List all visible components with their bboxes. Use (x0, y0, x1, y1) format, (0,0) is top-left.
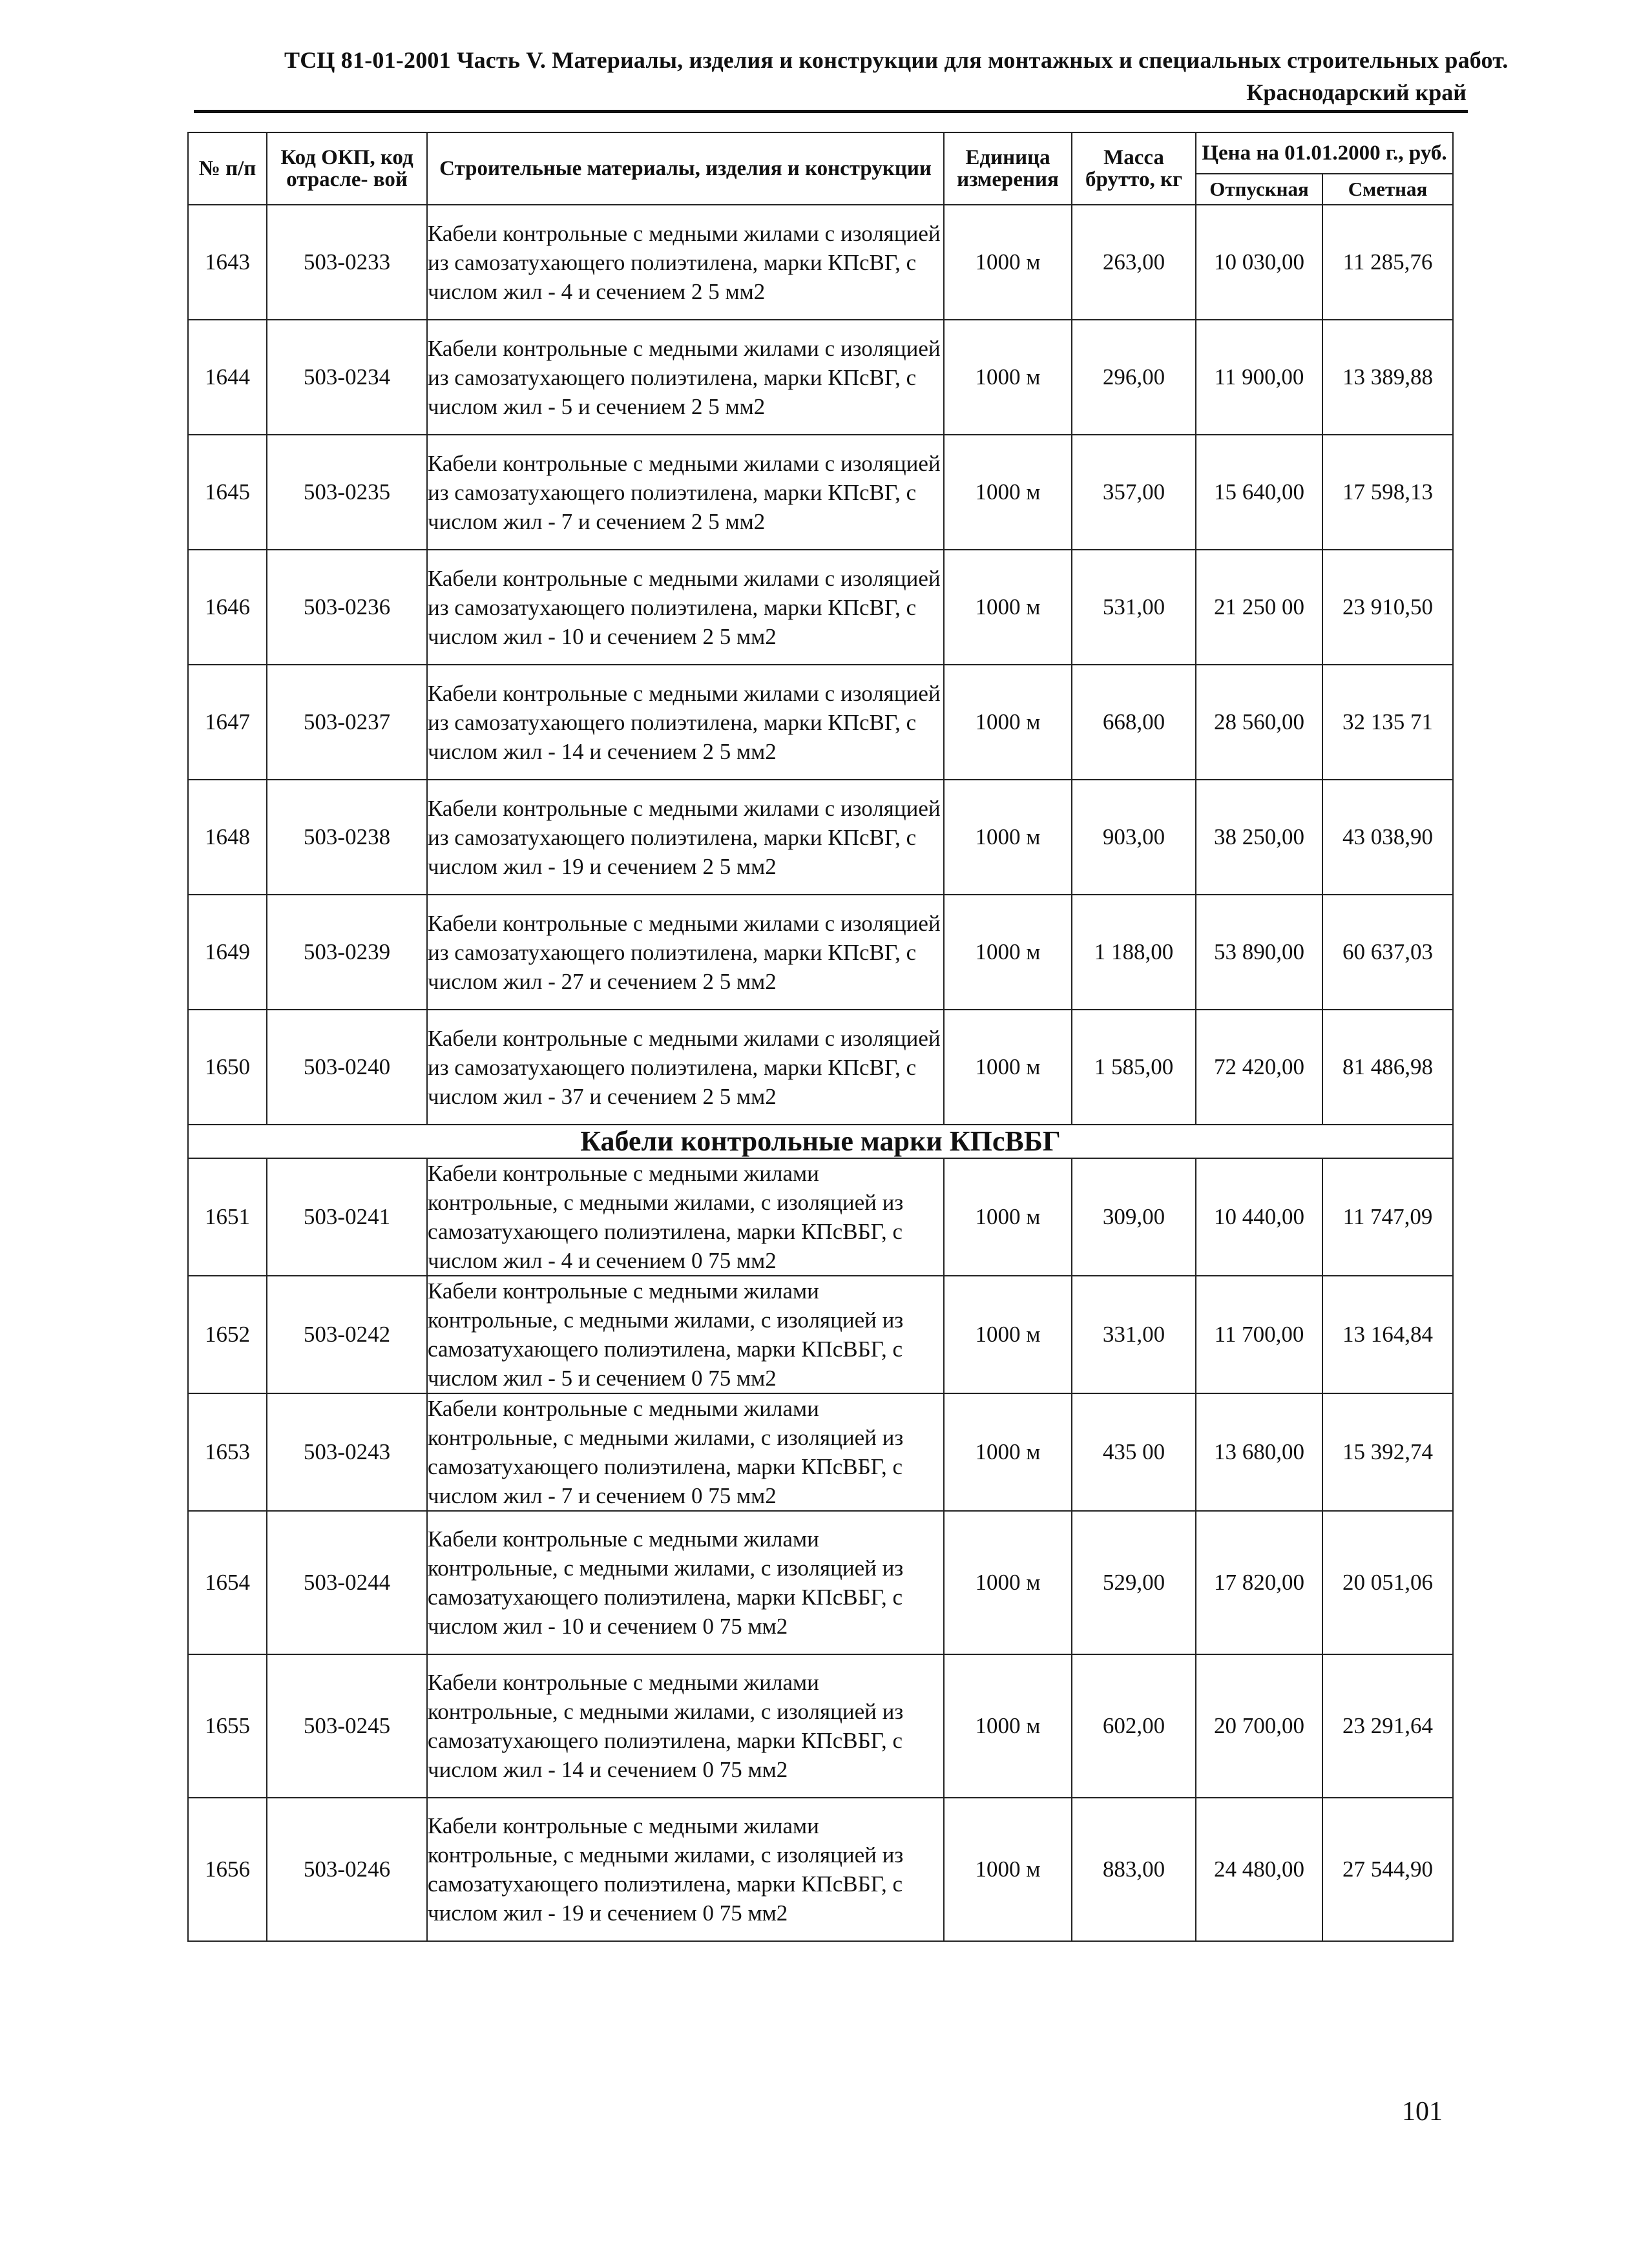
col-header-unit: Единица измерения (944, 132, 1072, 205)
table-row (188, 205, 1453, 320)
cell-num: 1650 (188, 1010, 267, 1125)
cell-num: 1655 (188, 1654, 267, 1798)
cell-price-estimate: 27 544,90 (1322, 1798, 1453, 1941)
page-number: 101 (1402, 2097, 1443, 2127)
cell-unit: 1000 м (944, 205, 1072, 320)
cell-price-sale: 38 250,00 (1196, 780, 1322, 895)
col-header-code: Код ОКП, код отрасле- вой (267, 132, 427, 205)
region-label: Краснодарский край (1246, 79, 1467, 105)
cell-mass: 331,00 (1072, 1276, 1196, 1393)
table-row (188, 1393, 1453, 1511)
table-row (188, 320, 1453, 435)
col-header-name: Строительные материалы, изделия и конструкции (427, 132, 944, 205)
cell-desc: Кабели контрольные с медными жилами контрольные, с медными жилами, с изоляцией из самозатухающего полиэтилена, марки КПсВБГ, с числом жил - 5 и сечением 0 75 мм2 (427, 1276, 944, 1393)
table-row (188, 1158, 1453, 1276)
document-title: ТСЦ 81-01-2001 Часть V. Материалы, изделия и конструкции для монтажных и специальных строительных работ. (284, 47, 1509, 73)
cell-num: 1648 (188, 780, 267, 895)
cell-code: 503-0233 (267, 205, 427, 320)
cell-code: 503-0238 (267, 780, 427, 895)
price-table (187, 132, 1454, 1942)
cell-code: 503-0245 (267, 1654, 427, 1798)
cell-price-estimate: 23 910,50 (1322, 550, 1453, 665)
cell-price-sale: 13 680,00 (1196, 1393, 1322, 1511)
cell-desc: Кабели контрольные с медными жилами контрольные, с медными жилами, с изоляцией из самозатухающего полиэтилена, марки КПсВБГ, с числом жил - 10 и сечением 0 75 мм2 (427, 1511, 944, 1654)
cell-code: 503-0246 (267, 1798, 427, 1941)
cell-price-sale: 17 820,00 (1196, 1511, 1322, 1654)
cell-unit: 1000 м (944, 1158, 1072, 1276)
cell-num: 1649 (188, 895, 267, 1010)
cell-code: 503-0242 (267, 1276, 427, 1393)
table-row (188, 1654, 1453, 1798)
cell-unit: 1000 м (944, 550, 1072, 665)
table-row (188, 1511, 1453, 1654)
cell-num: 1644 (188, 320, 267, 435)
cell-desc: Кабели контрольные с медными жилами с изоляцией из самозатухающего полиэтилена, марки КПсВГ, с числом жил - 14 и сечением 2 5 мм2 (427, 665, 944, 780)
cell-mass: 883,00 (1072, 1798, 1196, 1941)
cell-price-estimate: 13 164,84 (1322, 1276, 1453, 1393)
cell-unit: 1000 м (944, 665, 1072, 780)
cell-price-sale: 28 560,00 (1196, 665, 1322, 780)
cell-price-estimate: 15 392,74 (1322, 1393, 1453, 1511)
cell-price-sale: 11 900,00 (1196, 320, 1322, 435)
cell-price-sale: 11 700,00 (1196, 1276, 1322, 1393)
col-header-price-group: Цена на 01.01.2000 г., руб. (1196, 132, 1453, 174)
cell-num: 1654 (188, 1511, 267, 1654)
cell-price-estimate: 60 637,03 (1322, 895, 1453, 1010)
table-row (188, 1276, 1453, 1393)
cell-desc: Кабели контрольные с медными жилами с изоляцией из самозатухающего полиэтилена, марки КПсВГ, с числом жил - 19 и сечением 2 5 мм2 (427, 780, 944, 895)
cell-unit: 1000 м (944, 1511, 1072, 1654)
cell-code: 503-0243 (267, 1393, 427, 1511)
cell-price-estimate: 13 389,88 (1322, 320, 1453, 435)
col-header-num: № п/п (188, 132, 267, 205)
cell-unit: 1000 м (944, 435, 1072, 550)
cell-num: 1645 (188, 435, 267, 550)
cell-num: 1646 (188, 550, 267, 665)
cell-mass: 529,00 (1072, 1511, 1196, 1654)
cell-code: 503-0234 (267, 320, 427, 435)
cell-desc: Кабели контрольные с медными жилами с изоляцией из самозатухающего полиэтилена, марки КПсВГ, с числом жил - 7 и сечением 2 5 мм2 (427, 435, 944, 550)
cell-unit: 1000 м (944, 1393, 1072, 1511)
cell-price-sale: 24 480,00 (1196, 1798, 1322, 1941)
cell-price-estimate: 23 291,64 (1322, 1654, 1453, 1798)
cell-desc: Кабели контрольные с медными жилами контрольные, с медными жилами, с изоляцией из самозатухающего полиэтилена, марки КПсВБГ, с числом жил - 19 и сечением 0 75 мм2 (427, 1798, 944, 1941)
cell-mass: 357,00 (1072, 435, 1196, 550)
cell-mass: 263,00 (1072, 205, 1196, 320)
cell-price-sale: 53 890,00 (1196, 895, 1322, 1010)
table-row (188, 1010, 1453, 1125)
cell-desc: Кабели контрольные с медными жилами с изоляцией из самозатухающего полиэтилена, марки КПсВГ, с числом жил - 27 и сечением 2 5 мм2 (427, 895, 944, 1010)
table-row (188, 780, 1453, 895)
cell-price-sale: 15 640,00 (1196, 435, 1322, 550)
section-title: Кабели контрольные марки КПсВБГ (188, 1125, 1453, 1158)
cell-num: 1643 (188, 205, 267, 320)
cell-mass: 309,00 (1072, 1158, 1196, 1276)
table-row (188, 435, 1453, 550)
cell-num: 1656 (188, 1798, 267, 1941)
cell-desc: Кабели контрольные с медными жилами контрольные, с медными жилами, с изоляцией из самозатухающего полиэтилена, марки КПсВБГ, с числом жил - 4 и сечением 0 75 мм2 (427, 1158, 944, 1276)
cell-code: 503-0240 (267, 1010, 427, 1125)
cell-code: 503-0244 (267, 1511, 427, 1654)
cell-price-sale: 10 440,00 (1196, 1158, 1322, 1276)
cell-price-estimate: 32 135 71 (1322, 665, 1453, 780)
cell-mass: 1 585,00 (1072, 1010, 1196, 1125)
cell-mass: 602,00 (1072, 1654, 1196, 1798)
cell-desc: Кабели контрольные с медными жилами контрольные, с медными жилами, с изоляцией из самозатухающего полиэтилена, марки КПсВБГ, с числом жил - 14 и сечением 0 75 мм2 (427, 1654, 944, 1798)
cell-num: 1647 (188, 665, 267, 780)
cell-code: 503-0241 (267, 1158, 427, 1276)
cell-mass: 668,00 (1072, 665, 1196, 780)
table-row (188, 1798, 1453, 1941)
cell-num: 1652 (188, 1276, 267, 1393)
cell-unit: 1000 м (944, 1276, 1072, 1393)
cell-mass: 903,00 (1072, 780, 1196, 895)
header-divider (194, 110, 1468, 113)
cell-desc: Кабели контрольные с медными жилами контрольные, с медными жилами, с изоляцией из самозатухающего полиэтилена, марки КПсВБГ, с числом жил - 7 и сечением 0 75 мм2 (427, 1393, 944, 1511)
cell-code: 503-0235 (267, 435, 427, 550)
cell-unit: 1000 м (944, 895, 1072, 1010)
cell-unit: 1000 м (944, 1654, 1072, 1798)
cell-code: 503-0236 (267, 550, 427, 665)
table-row (188, 550, 1453, 665)
cell-mass: 1 188,00 (1072, 895, 1196, 1010)
cell-desc: Кабели контрольные с медными жилами с изоляцией из самозатухающего полиэтилена, марки КПсВГ, с числом жил - 37 и сечением 2 5 мм2 (427, 1010, 944, 1125)
cell-price-estimate: 11 747,09 (1322, 1158, 1453, 1276)
table-row (188, 895, 1453, 1010)
cell-price-sale: 21 250 00 (1196, 550, 1322, 665)
cell-code: 503-0239 (267, 895, 427, 1010)
cell-price-sale: 72 420,00 (1196, 1010, 1322, 1125)
cell-desc: Кабели контрольные с медными жилами с изоляцией из самозатухающего полиэтилена, марки КПсВГ, с числом жил - 10 и сечением 2 5 мм2 (427, 550, 944, 665)
cell-price-estimate: 11 285,76 (1322, 205, 1453, 320)
cell-price-estimate: 81 486,98 (1322, 1010, 1453, 1125)
cell-mass: 296,00 (1072, 320, 1196, 435)
cell-desc: Кабели контрольные с медными жилами с изоляцией из самозатухающего полиэтилена, марки КПсВГ, с числом жил - 4 и сечением 2 5 мм2 (427, 205, 944, 320)
cell-price-estimate: 17 598,13 (1322, 435, 1453, 550)
cell-price-sale: 20 700,00 (1196, 1654, 1322, 1798)
col-header-price-sale: Отпускная (1196, 174, 1322, 205)
cell-code: 503-0237 (267, 665, 427, 780)
cell-unit: 1000 м (944, 1798, 1072, 1941)
cell-mass: 531,00 (1072, 550, 1196, 665)
col-header-mass: Масса брутто, кг (1072, 132, 1196, 205)
cell-unit: 1000 м (944, 1010, 1072, 1125)
cell-price-sale: 10 030,00 (1196, 205, 1322, 320)
cell-price-estimate: 43 038,90 (1322, 780, 1453, 895)
table-row (188, 665, 1453, 780)
cell-price-estimate: 20 051,06 (1322, 1511, 1453, 1654)
cell-unit: 1000 м (944, 780, 1072, 895)
col-header-price-estimate: Сметная (1322, 174, 1453, 205)
section-row (188, 1125, 1453, 1158)
cell-mass: 435 00 (1072, 1393, 1196, 1511)
cell-num: 1653 (188, 1393, 267, 1511)
cell-desc: Кабели контрольные с медными жилами с изоляцией из самозатухающего полиэтилена, марки КПсВГ, с числом жил - 5 и сечением 2 5 мм2 (427, 320, 944, 435)
cell-unit: 1000 м (944, 320, 1072, 435)
cell-num: 1651 (188, 1158, 267, 1276)
